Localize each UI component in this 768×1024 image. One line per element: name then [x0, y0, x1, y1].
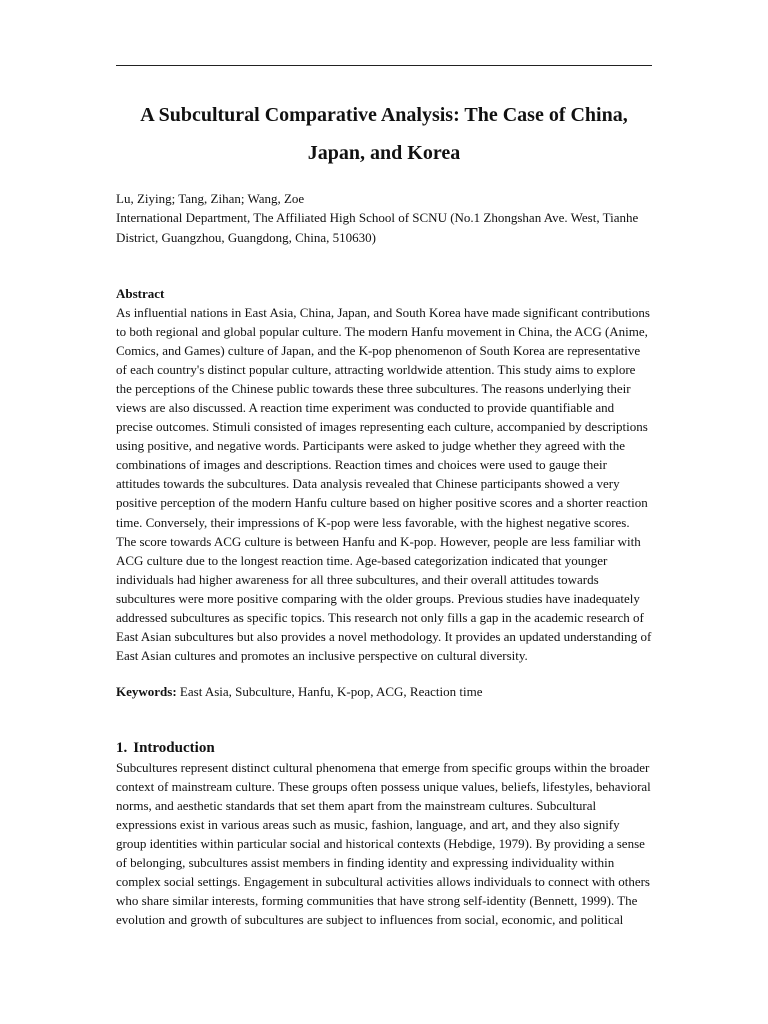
section-title: Introduction — [133, 740, 215, 756]
introduction-text: Subcultures represent distinct cultural phenomena that emerge from specific groups within the broader context of mainstream culture. These groups often possess unique values, beliefs, lifestyles, behavioral norms, and aesthetic standards that set them apart from the mainstream cultures. Subcultural expressions exist in various areas such as music, fashion, language, and art, and they also signify group identities within particular social and historical contexts (Hebdige, 1979). By providing a sense of belonging, subcultures assist members in finding identity and expressing individuality within complex social settings. Engagement in subcultural activities allows individuals to connect with others who share similar interests, forming communities that have strong self-identity (Bennett, 1999). The evolution and growth of subcultures are subject to influences from social, economic, and political — [116, 760, 651, 928]
header-rule — [116, 65, 652, 66]
paper-title: A Subcultural Comparative Analysis: The Case of China, Japan, and Korea — [140, 104, 628, 164]
author-list: Lu, Ziying; Tang, Zihan; Wang, Zoe — [116, 191, 305, 206]
keywords-label: Keywords: — [116, 684, 177, 699]
abstract-heading: Abstract — [116, 286, 165, 301]
section-number: 1. — [116, 740, 128, 756]
abstract-text: As influential nations in East Asia, China, Japan, and South Korea have made significant contributions to both regional and global popular culture. The modern Hanfu movement in China, the ACG (Anime, Comics, and Games) culture of Japan, and the K-pop phenomenon of South Korea are representative of each country's distinct popular culture, attracting worldwide attention. This study aims to explore the perceptions of the Chinese public towards these three subcultures. The reasons underlying their views are also discussed. A reaction time experiment was conducted to provide quantifiable and precise outcomes. Stimuli consisted of images representing each culture, accompanied by descriptions using positive, and negative words. Participants were asked to judge whether they agreed with the combinations of images and descriptions. Reaction times and choices were used to gauge their attitudes towards the subcultures. Data analysis revealed that Chinese participants showed a very positive perception of the modern Hanfu culture based on higher positive scores and a shorter reaction time. Conversely, their impressions of K-pop were less favorable, with the highest negative scores. The score towards ACG culture is between Hanfu and K-pop. However, people are less familiar with ACG culture due to the longest reaction time. Age-based categorization indicated that younger individuals had higher awareness for all three subcultures, and their overall attitudes towards subcultures were more positive comparing with the older groups. Previous studies have inadequately addressed subcultures as specific topics. This research not only fills a gap in the academic research of East Asian subcultures but also provides a novel methodology. It provides an updated understanding of East Asian cultures and promotes an inclusive perspective on cultural diversity. — [116, 305, 652, 663]
section-heading-introduction — [116, 738, 215, 759]
author-affiliation: International Department, The Affiliated High School of SCNU (No.1 Zhongshan Ave. West, Tianhe District, Guangzhou, Guangdong, China, 510630) — [116, 210, 639, 245]
keywords-line — [116, 682, 652, 701]
keywords-text: East Asia, Subculture, Hanfu, K-pop, ACG, Reaction time — [179, 684, 483, 699]
